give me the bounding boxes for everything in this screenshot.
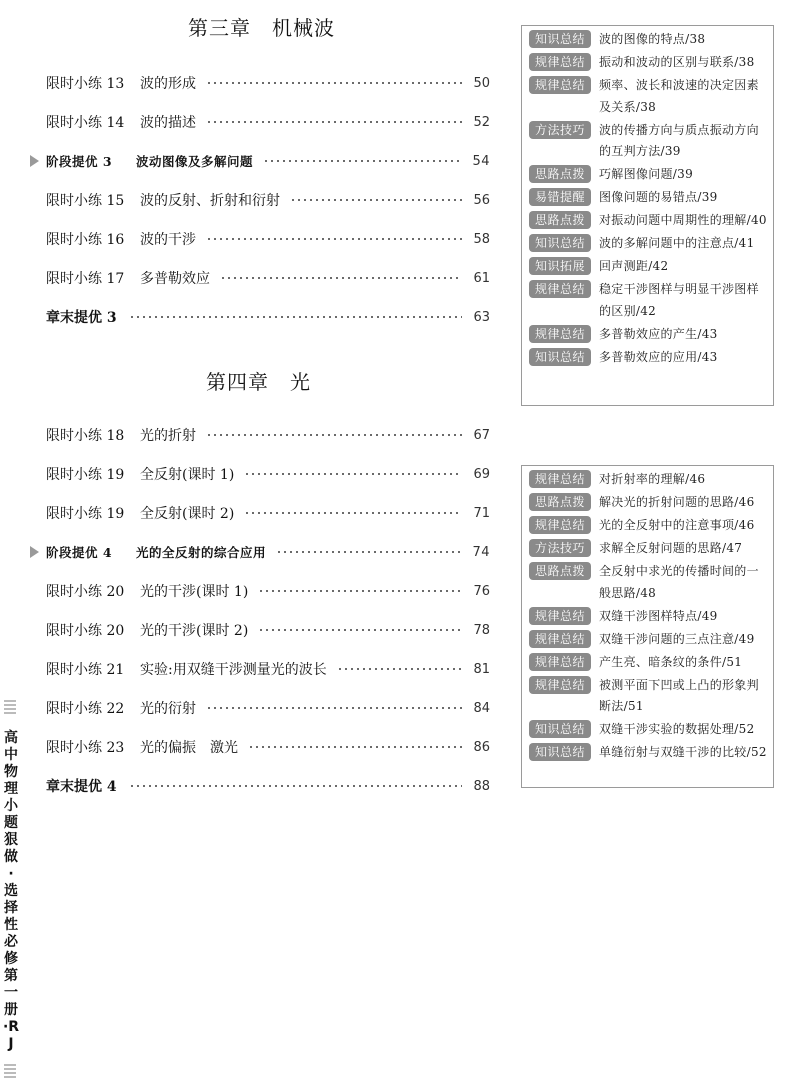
dot-leader [290, 199, 462, 201]
knowledge-text: 双缝干涉图样特点/49 [599, 608, 718, 623]
side-text: 高中物理 小题狠做·选择性必修第一册·RJ [2, 730, 20, 1052]
toc-title: 多普勒效应 [140, 271, 210, 287]
toc-number: 章末提优 3 [46, 310, 117, 326]
tag-badge: 规律总结 [529, 607, 591, 625]
dot-leader [248, 746, 462, 748]
side-book-title [0, 700, 22, 1086]
knowledge-text: 波的传播方向与质点振动方向的互判方法/39 [599, 122, 759, 158]
toc-page: 76 [473, 583, 490, 599]
toc-row[interactable] [46, 580, 490, 602]
toc-title: 全反射(课时 2) [140, 506, 235, 522]
side-decoration-bottom [4, 1064, 16, 1080]
dot-leader [263, 160, 462, 162]
toc-number: 限时小练 20 [46, 584, 125, 600]
toc-row[interactable] [46, 697, 490, 719]
chapter-title-4: 第四章 光 [206, 370, 311, 394]
knowledge-text: 求解全反射问题的思路/47 [599, 541, 743, 555]
knowledge-box-chapter-4 [521, 465, 774, 788]
toc-row[interactable] [46, 267, 490, 289]
toc-page: 81 [473, 661, 490, 677]
knowledge-item [522, 164, 773, 186]
knowledge-item [522, 675, 773, 718]
dot-leader [276, 551, 462, 553]
knowledge-item [522, 629, 773, 651]
toc-number: 限时小练 15 [46, 193, 125, 209]
stage-arrow-icon [30, 546, 39, 558]
side-decoration-top [4, 700, 16, 716]
knowledge-text: 双缝干涉实验的数据处理/52 [599, 722, 755, 736]
dot-leader [206, 82, 462, 84]
toc-page: 52 [473, 114, 490, 130]
toc-row[interactable] [46, 619, 490, 641]
knowledge-item [522, 515, 773, 537]
toc-title: 实验:用双缝干涉测量光的波长 [140, 662, 327, 678]
toc-number: 阶段提优 4 [46, 545, 113, 560]
knowledge-item [522, 187, 773, 209]
knowledge-item [522, 719, 773, 741]
tag-badge: 知识总结 [529, 720, 591, 738]
tag-badge: 方法技巧 [529, 121, 591, 139]
knowledge-text: 图像问题的易错点/39 [599, 190, 718, 204]
knowledge-text: 波的多解问题中的注意点/41 [599, 236, 755, 250]
knowledge-item [522, 606, 773, 628]
toc-row[interactable] [46, 463, 490, 485]
knowledge-text: 稳定干涉图样与明显干涉图样的区别/42 [599, 282, 759, 318]
knowledge-item [522, 29, 773, 51]
knowledge-text: 巧解图像问题/39 [599, 167, 694, 181]
dot-leader [129, 785, 462, 787]
toc-row[interactable] [46, 424, 490, 446]
toc-page: 84 [473, 700, 490, 716]
toc-row[interactable] [46, 228, 490, 250]
toc-row-chapter-end[interactable] [46, 306, 490, 328]
toc-row[interactable] [46, 111, 490, 133]
toc-row[interactable] [46, 72, 490, 94]
toc-row-chapter-end[interactable] [46, 775, 490, 797]
stage-arrow-icon [30, 155, 39, 167]
tag-badge: 易错提醒 [529, 188, 591, 206]
tag-badge: 规律总结 [529, 280, 591, 298]
knowledge-text: 波的图像的特点/38 [599, 32, 706, 46]
dot-leader [206, 434, 462, 436]
knowledge-text: 解决光的折射问题的思路/46 [599, 495, 755, 509]
toc-page: 56 [473, 192, 490, 208]
knowledge-item [522, 469, 773, 491]
knowledge-item [522, 652, 773, 674]
toc-page: 74 [472, 544, 490, 560]
toc-title: 波的干涉 [140, 232, 196, 248]
tag-badge: 知识总结 [529, 234, 591, 252]
knowledge-text: 多普勒效应的产生/43 [599, 326, 718, 341]
dot-leader [129, 316, 462, 318]
knowledge-text: 全反射中求光的传播时间的一般思路/48 [599, 564, 759, 600]
toc-number: 限时小练 14 [46, 115, 125, 131]
toc-page: 54 [472, 153, 490, 169]
knowledge-item [522, 492, 773, 514]
tag-badge: 规律总结 [529, 676, 591, 694]
dot-leader [258, 590, 462, 592]
knowledge-text: 产生亮、暗条纹的条件/51 [599, 654, 743, 669]
knowledge-text: 多普勒效应的应用/43 [599, 349, 718, 364]
tag-badge: 方法技巧 [529, 539, 591, 557]
toc-page: 88 [473, 778, 490, 794]
knowledge-text: 单缝衍射与双缝干涉的比较/52 [599, 745, 767, 759]
knowledge-text: 双缝干涉问题的三点注意/49 [599, 631, 755, 646]
knowledge-text: 对折射率的理解/46 [599, 472, 706, 486]
knowledge-text: 频率、波长和波速的决定因素及关系/38 [599, 78, 759, 114]
toc-row[interactable] [46, 502, 490, 524]
toc-number: 限时小练 19 [46, 467, 125, 483]
knowledge-text: 振动和波动的区别与联系/38 [599, 55, 755, 69]
toc-page: 78 [473, 622, 490, 638]
toc-row[interactable] [46, 736, 490, 758]
toc-page: 71 [473, 505, 490, 521]
toc-row-stage[interactable] [46, 150, 490, 172]
knowledge-item [522, 52, 773, 74]
dot-leader [206, 707, 462, 709]
dot-leader [337, 668, 462, 670]
tag-badge: 规律总结 [529, 630, 591, 648]
chapter-title-3: 第三章 机械波 [188, 16, 335, 40]
dot-leader [258, 629, 462, 631]
toc-number: 限时小练 13 [46, 76, 125, 92]
tag-badge: 规律总结 [529, 325, 591, 343]
toc-page: 67 [473, 427, 490, 443]
knowledge-item [522, 210, 773, 232]
tag-badge: 知识总结 [529, 743, 591, 761]
toc-number: 限时小练 21 [46, 662, 125, 678]
toc-page: 61 [473, 270, 490, 286]
knowledge-item [522, 324, 773, 346]
tag-badge: 知识总结 [529, 348, 591, 366]
knowledge-item [522, 561, 773, 604]
toc-number: 限时小练 19 [46, 506, 125, 522]
toc-title: 光的全反射的综合应用 [136, 545, 267, 560]
toc-row[interactable] [46, 658, 490, 680]
tag-badge: 思路点拨 [529, 211, 591, 229]
knowledge-text: 回声测距/42 [599, 259, 669, 273]
tag-badge: 思路点拨 [529, 493, 591, 511]
knowledge-item [522, 256, 773, 278]
toc-number: 章末提优 4 [46, 779, 117, 795]
toc-number: 阶段提优 3 [46, 154, 113, 169]
tag-badge: 规律总结 [529, 470, 591, 488]
knowledge-item [522, 538, 773, 560]
tag-badge: 知识拓展 [529, 257, 591, 275]
toc-row[interactable] [46, 189, 490, 211]
knowledge-text: 对振动问题中周期性的理解/40 [599, 213, 767, 227]
tag-badge: 规律总结 [529, 76, 591, 94]
toc-page: 69 [473, 466, 490, 482]
toc-title: 波动图像及多解问题 [136, 154, 254, 169]
toc-number: 限时小练 20 [46, 623, 125, 639]
toc-title: 波的反射、折射和衍射 [140, 193, 280, 209]
dot-leader [244, 473, 462, 475]
toc-number: 限时小练 23 [46, 740, 125, 756]
tag-badge: 思路点拨 [529, 165, 591, 183]
toc-page: 63 [473, 309, 490, 325]
toc-page: 58 [473, 231, 490, 247]
toc-page: 86 [473, 739, 490, 755]
knowledge-item [522, 742, 773, 764]
dot-leader [220, 277, 462, 279]
toc-title: 光的折射 [140, 428, 196, 444]
tag-badge: 规律总结 [529, 653, 591, 671]
knowledge-text: 被测平面下凹或上凸的形象判断法/51 [599, 677, 759, 713]
dot-leader [206, 238, 462, 240]
tag-badge: 规律总结 [529, 53, 591, 71]
knowledge-item [522, 233, 773, 255]
toc-title: 全反射(课时 1) [140, 467, 235, 483]
toc-title: 光的干涉(课时 1) [140, 584, 249, 600]
tag-badge: 规律总结 [529, 516, 591, 534]
tag-badge: 知识总结 [529, 30, 591, 48]
toc-number: 限时小练 18 [46, 428, 125, 444]
knowledge-item [522, 347, 773, 369]
toc-number: 限时小练 22 [46, 701, 125, 717]
dot-leader [244, 512, 462, 514]
knowledge-item [522, 279, 773, 322]
tag-badge: 思路点拨 [529, 562, 591, 580]
toc-title: 光的衍射 [140, 701, 196, 717]
dot-leader [206, 121, 462, 123]
toc-page: 50 [473, 75, 490, 91]
knowledge-item [522, 75, 773, 118]
toc-title: 光的干涉(课时 2) [140, 623, 249, 639]
knowledge-item [522, 120, 773, 163]
toc-title: 波的描述 [140, 115, 196, 131]
toc-title: 光的偏振 激光 [140, 740, 238, 756]
knowledge-box-chapter-3 [521, 25, 774, 406]
knowledge-text: 光的全反射中的注意事项/46 [599, 518, 755, 532]
toc-number: 限时小练 17 [46, 271, 125, 287]
toc-number: 限时小练 16 [46, 232, 125, 248]
toc-title: 波的形成 [140, 76, 196, 92]
toc-row-stage[interactable] [46, 541, 490, 563]
